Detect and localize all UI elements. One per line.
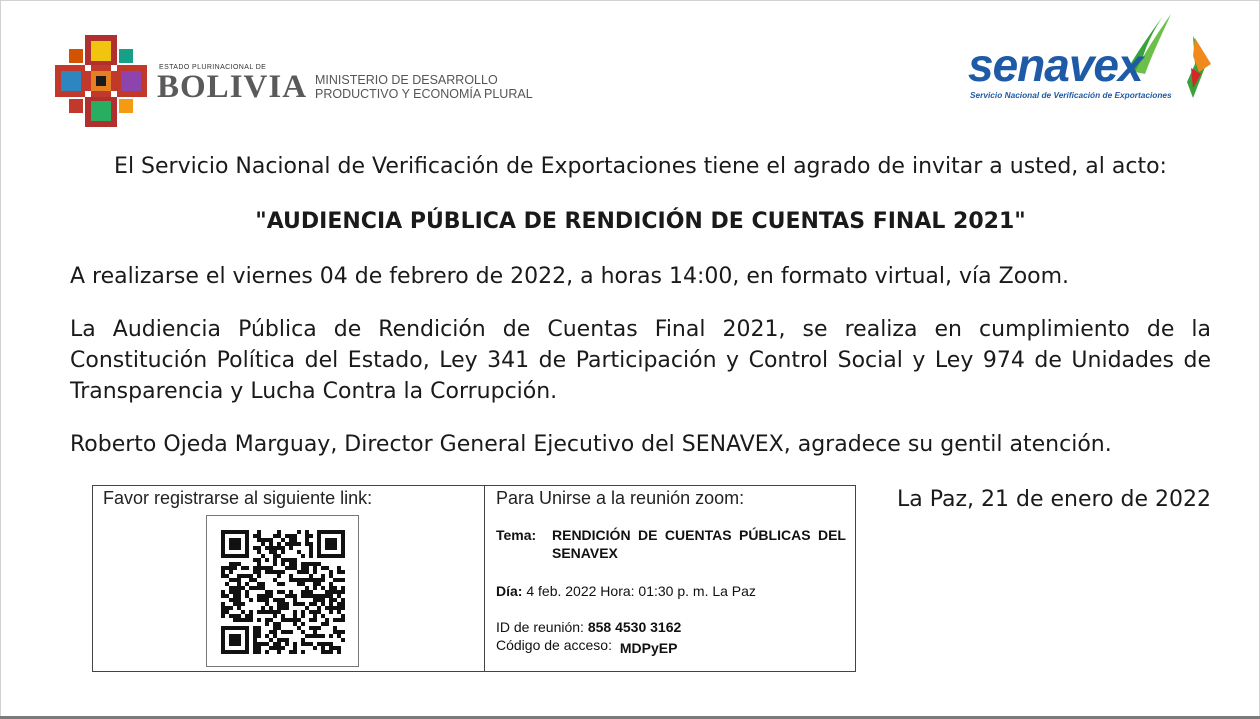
- state-small-label: ESTADO PLURINACIONAL DE: [159, 64, 267, 71]
- passcode-value[interactable]: MDPyEP: [619, 640, 678, 656]
- place-date: La Paz, 21 de enero de 2022: [896, 487, 1211, 512]
- brand-name: senavex: [968, 39, 1143, 91]
- register-label: Favor registrarse al siguiente link:: [103, 488, 373, 508]
- zoom-label: Para Unirse a la reunión zoom:: [496, 488, 745, 508]
- day-value: 4 feb. 2022 Hora: 01:30 p. m. La Paz: [526, 583, 756, 599]
- passcode-row: [496, 636, 846, 654]
- qr-code-icon: [221, 530, 345, 654]
- meeting-id-row: [496, 618, 846, 636]
- meeting-id-value[interactable]: 858 4530 3162: [587, 619, 682, 635]
- brand-tagline: Servicio Nacional de Verificación de Exportaciones: [970, 90, 1172, 100]
- box-divider: [484, 486, 485, 671]
- zoom-details: [496, 526, 846, 654]
- invitation-intro: El Servicio Nacional de Verificación de Exportaciones tiene el agrado de invitar a usted, al acto:: [114, 154, 1167, 179]
- topic-row: [496, 526, 846, 562]
- event-when: A realizarse el viernes 04 de febrero de 2022, a horas 14:00, en formato virtual, vía Zoom.: [70, 264, 1070, 289]
- state-name: BOLIVIA: [157, 69, 308, 105]
- ministry-line-2: PRODUCTIVO Y ECONOMÍA PLURAL: [315, 87, 533, 101]
- info-box: [92, 485, 856, 672]
- bolivia-wordmark: [157, 63, 308, 105]
- meeting-id-key: ID de reunión:: [496, 619, 584, 635]
- topic-key: Tema:: [496, 527, 537, 543]
- ministry-name: [315, 73, 533, 101]
- passcode-key: Código de acceso:: [496, 637, 612, 653]
- government-header: [55, 35, 545, 127]
- day-row: [496, 582, 846, 600]
- ministry-line-1: MINISTERIO DE DESARROLLO: [315, 73, 498, 87]
- day-key: Día:: [496, 583, 523, 599]
- bolivia-emblem-icon: [55, 35, 147, 127]
- senavex-logo: [965, 12, 1215, 104]
- director-note: Roberto Ojeda Marguay, Director General Ejecutivo del SENAVEX, agradece su gentil atención.: [70, 432, 1112, 457]
- topic-value: RENDICIÓN DE CUENTAS PÚBLICAS DEL SENAVEX: [552, 527, 846, 561]
- legal-basis: La Audiencia Pública de Rendición de Cuentas Final 2021, se realiza en cumplimiento de la Constitución Política del Estado, Ley 341 de Participación y Control Social y Ley 974 de Unidades de Transparencia y Lucha Contra la Corrupción.: [70, 317, 1211, 404]
- registration-qr-code[interactable]: [206, 515, 359, 667]
- event-title: "AUDIENCIA PÚBLICA DE RENDICIÓN DE CUENTAS FINAL 2021": [255, 209, 1026, 234]
